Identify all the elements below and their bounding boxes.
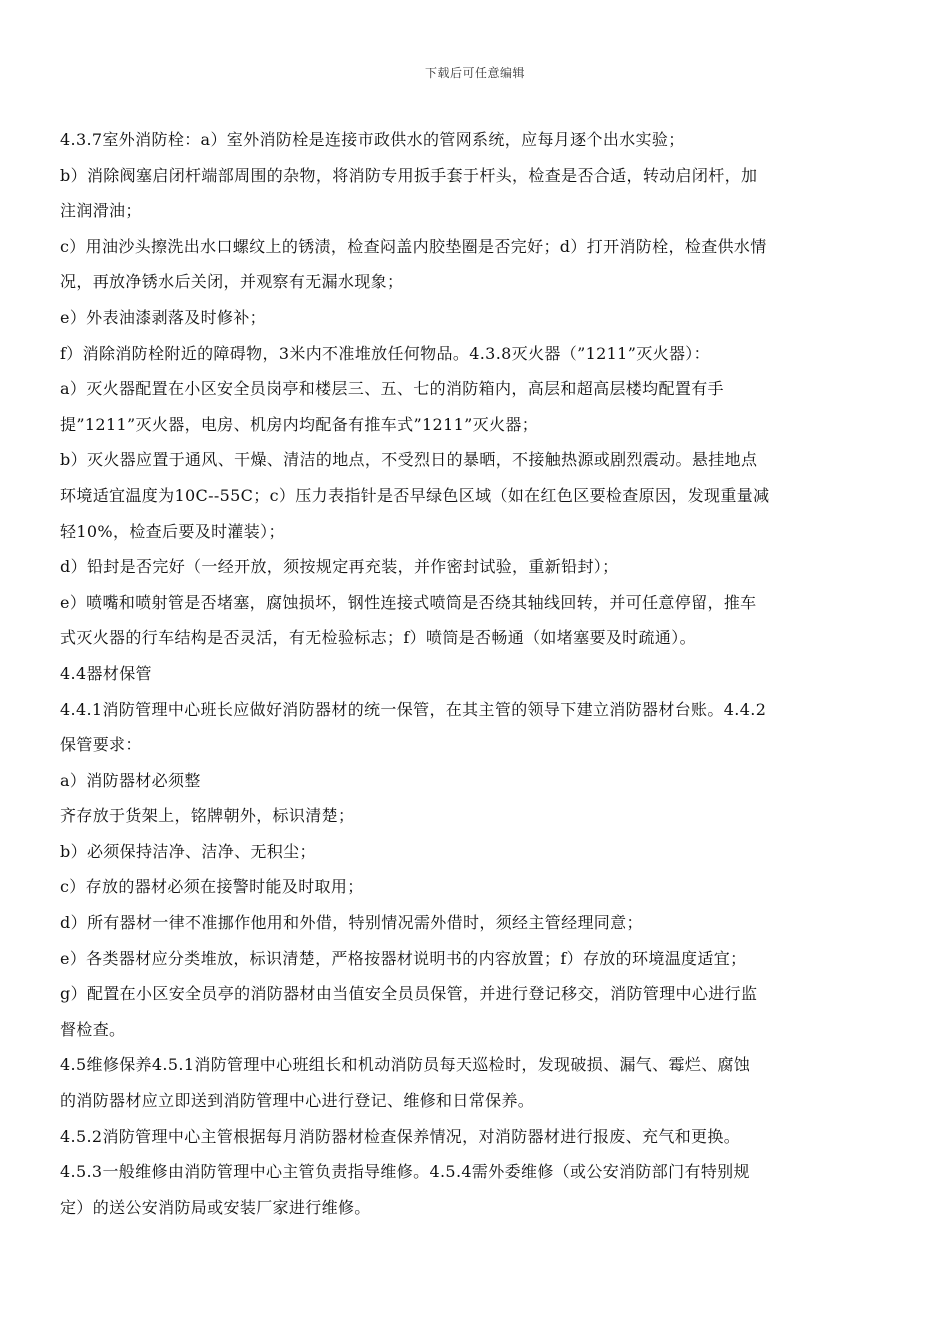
text-line: b）必须保持洁净、洁净、无积尘； bbox=[60, 841, 316, 861]
text-line: e）外表油漆剥落及时修补； bbox=[60, 307, 267, 327]
text-line: 注润滑油； bbox=[60, 201, 142, 221]
text-line: 督检查。 bbox=[60, 1019, 126, 1039]
text-line: 齐存放于货架上，铭牌朝外，标识清楚； bbox=[60, 806, 355, 826]
text-line: 的消防器材应立即送到消防管理中心进行登记、维修和日常保养。 bbox=[60, 1091, 535, 1111]
text-line: 4.4.1消防管理中心班长应做好消防器材的统一保管，在其主管的领导下建立消防器材台账。4.4.2 bbox=[60, 699, 767, 719]
text-line: 况，再放净锈水后关闭，并观察有无漏水现象； bbox=[60, 272, 404, 292]
text-line: d）所有器材一律不准挪作他用和外借，特别情况需外借时，须经主管经理同意； bbox=[60, 913, 643, 933]
text-line: d）铅封是否完好（一经开放，须按规定再充装，并作密封试验，重新铅封）； bbox=[60, 557, 619, 577]
text-line: 式灭火器的行车结构是否灵活，有无检验标志；f）喷筒是否畅通（如堵塞要及时疏通）。 bbox=[60, 628, 696, 648]
text-line: c）存放的器材必须在接警时能及时取用； bbox=[60, 877, 364, 897]
text-line: 轻10%，检查后要及时灌装）； bbox=[60, 521, 285, 541]
text-line: 提”1211”灭火器，电房、机房内均配备有推车式”1211”灭火器； bbox=[60, 414, 539, 434]
text-line: e）各类器材应分类堆放，标识清楚，严格按器材说明书的内容放置；f）存放的环境温度适宜； bbox=[60, 948, 747, 968]
text-line: f）消除消防栓附近的障碍物，3米内不准堆放任何物品。4.3.8灭火器（”1211”灭火器）： bbox=[60, 343, 710, 363]
text-line: 定）的送公安消防局或安装厂家进行维修。 bbox=[60, 1197, 371, 1217]
text-line: b）消除阀塞启闭杆端部周围的杂物，将消防专用扳手套于杆头，检查是否合适，转动启闭杆，加 bbox=[60, 165, 758, 185]
text-line: 4.5维修保养4.5.1消防管理中心班组长和机动消防员每天巡检时，发现破损、漏气、霉烂、腐蚀 bbox=[60, 1055, 751, 1075]
page-header: 下载后可任意编辑 bbox=[424, 66, 525, 80]
text-line: b）灭火器应置于通风、干燥、清洁的地点，不受烈日的暴晒，不接触热源或剧烈震动。悬挂地点 bbox=[60, 450, 758, 470]
text-line: 保管要求： bbox=[60, 735, 142, 755]
text-line: 4.5.2消防管理中心主管根据每月消防器材检查保养情况，对消防器材进行报废、充气和更换。 bbox=[60, 1126, 741, 1146]
text-line: 环境适宜温度为10C--55C；c）压力表指针是否早绿色区域（如在红色区要检查原因，发现重量减 bbox=[60, 485, 770, 505]
text-line: a）消防器材必须整 bbox=[60, 770, 201, 790]
document-body bbox=[60, 122, 896, 1225]
text-line: a）灭火器配置在小区安全员岗亭和楼层三、五、七的消防箱内，高层和超高层楼均配置有手 bbox=[60, 379, 724, 399]
text-line: c）用油沙头擦洗出水口螺纹上的锈渍，检查闷盖内胶垫圈是否完好；d）打开消防栓，检查供水情 bbox=[60, 236, 767, 256]
section-heading: 4.4器材保管 bbox=[60, 663, 152, 683]
text-line: 4.5.3一般维修由消防管理中心主管负责指导维修。4.5.4需外委维修（或公安消防部门有特别规 bbox=[60, 1162, 750, 1182]
text-line: g）配置在小区安全员亭的消防器材由当值安全员员保管，并进行登记移交，消防管理中心进行监 bbox=[60, 984, 758, 1004]
text-line: e）喷嘴和喷射管是否堵塞，腐蚀损坏，钢性连接式喷筒是否绕其轴线回转，并可任意停留，推车 bbox=[60, 592, 757, 612]
text-line: 4.3.7室外消防栓：a）室外消防栓是连接市政供水的管网系统，应每月逐个出水实验； bbox=[60, 130, 685, 149]
